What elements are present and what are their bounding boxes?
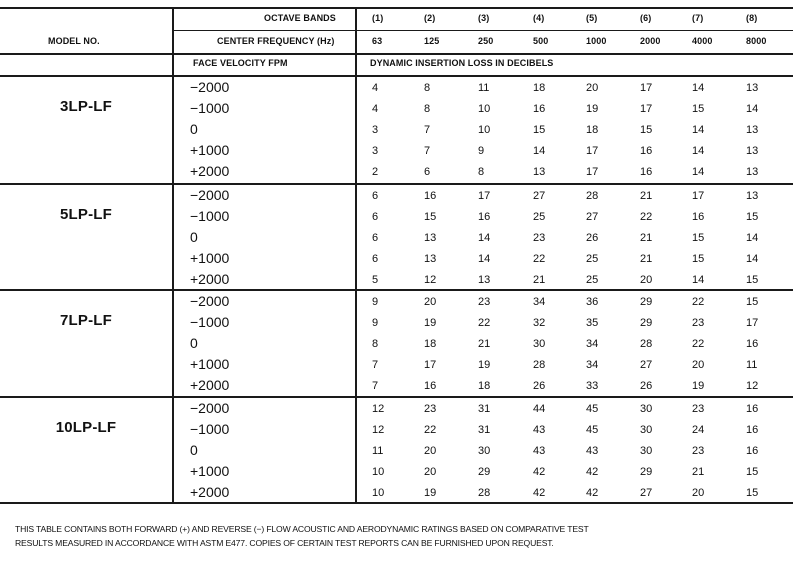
face-velocity-header: FACE VELOCITY FPM (193, 58, 288, 68)
insertion-loss-value: 16 (692, 211, 705, 223)
insertion-loss-value: 22 (533, 253, 546, 265)
insertion-loss-value: 34 (586, 359, 599, 371)
insertion-loss-value: 15 (746, 274, 759, 286)
center-frequency-value: 1000 (586, 36, 607, 46)
center-frequency-value: 500 (533, 36, 549, 46)
insertion-loss-value: 14 (692, 124, 705, 136)
insertion-loss-value: 45 (586, 403, 599, 415)
insertion-loss-value: 7 (424, 124, 431, 136)
insertion-loss-value: 29 (640, 296, 653, 308)
insertion-loss-value: 15 (746, 211, 759, 223)
insertion-loss-value: 21 (533, 274, 546, 286)
face-velocity-value: 0 (190, 229, 198, 245)
insertion-loss-value: 10 (478, 124, 491, 136)
face-velocity-value: 0 (190, 121, 198, 137)
insertion-loss-value: 14 (478, 232, 491, 244)
insertion-loss-value: 2 (372, 166, 379, 178)
insertion-loss-value: 6 (372, 190, 379, 202)
insertion-loss-value: 26 (640, 380, 653, 392)
rule-group-3 (0, 396, 793, 398)
insertion-loss-value: 9 (478, 145, 485, 157)
insertion-loss-value: 28 (640, 338, 653, 350)
insertion-loss-value: 20 (424, 445, 437, 457)
insertion-loss-value: 20 (692, 487, 705, 499)
insertion-loss-value: 3 (372, 145, 379, 157)
center-frequency-header: CENTER FREQUENCY (Hz) (217, 36, 335, 46)
insertion-loss-value: 21 (478, 338, 491, 350)
insertion-loss-value: 10 (372, 487, 385, 499)
insertion-loss-value: 6 (424, 166, 431, 178)
insertion-loss-value: 13 (746, 124, 759, 136)
insertion-loss-value: 22 (424, 424, 437, 436)
footnote-line-2: RESULTS MEASURED IN ACCORDANCE WITH ASTM E477. COPIES OF CERTAIN TEST REPORTS CAN BE FURNISHED UPON REQUEST. (15, 538, 554, 548)
insertion-loss-value: 14 (746, 103, 759, 115)
insertion-loss-value: 15 (424, 211, 437, 223)
insertion-loss-value: 17 (640, 103, 653, 115)
insertion-loss-value: 28 (533, 359, 546, 371)
insertion-loss-value: 28 (586, 190, 599, 202)
insertion-loss-value: 17 (478, 190, 491, 202)
insertion-loss-value: 27 (586, 211, 599, 223)
insertion-loss-value: 13 (424, 253, 437, 265)
insertion-loss-value: 15 (746, 466, 759, 478)
insertion-loss-value: 13 (533, 166, 546, 178)
insertion-loss-value: 16 (424, 380, 437, 392)
insertion-loss-value: 31 (478, 403, 491, 415)
insertion-loss-value: 9 (372, 296, 379, 308)
rule-header-3 (0, 75, 793, 77)
face-velocity-value: −1000 (190, 314, 230, 330)
insertion-loss-value: 16 (746, 424, 759, 436)
insertion-loss-value: 32 (533, 317, 546, 329)
insertion-loss-value: 3 (372, 124, 379, 136)
rule-header-1 (172, 30, 793, 31)
insertion-loss-value: 25 (586, 274, 599, 286)
face-velocity-value: −1000 (190, 421, 230, 437)
octave-band-label: (2) (424, 13, 436, 23)
insertion-loss-value: 21 (692, 466, 705, 478)
insertion-loss-value: 28 (478, 487, 491, 499)
face-velocity-value: +2000 (190, 271, 230, 287)
octave-band-label: (8) (746, 13, 758, 23)
face-velocity-value: +1000 (190, 142, 230, 158)
face-velocity-value: +1000 (190, 463, 230, 479)
insertion-loss-value: 19 (424, 317, 437, 329)
insertion-loss-value: 23 (692, 317, 705, 329)
insertion-loss-value: 42 (586, 487, 599, 499)
insertion-loss-value: 13 (478, 274, 491, 286)
center-frequency-value: 63 (372, 36, 383, 46)
model-name: 3LP-LF (59, 98, 113, 115)
octave-band-label: (6) (640, 13, 652, 23)
insertion-loss-value: 6 (372, 232, 379, 244)
insertion-loss-value: 21 (640, 232, 653, 244)
face-velocity-value: +1000 (190, 250, 230, 266)
insertion-loss-value: 11 (478, 82, 490, 94)
insertion-loss-value: 14 (692, 274, 705, 286)
face-velocity-value: −2000 (190, 187, 230, 203)
face-velocity-value: +1000 (190, 356, 230, 372)
insertion-loss-value: 15 (746, 487, 759, 499)
insertion-loss-header: DYNAMIC INSERTION LOSS IN DECIBELS (370, 58, 554, 68)
insertion-loss-value: 18 (478, 380, 491, 392)
face-velocity-value: +2000 (190, 163, 230, 179)
insertion-loss-value: 18 (586, 124, 599, 136)
insertion-loss-value: 10 (478, 103, 491, 115)
insertion-loss-value: 15 (746, 296, 759, 308)
model-name: 5LP-LF (59, 206, 113, 223)
insertion-loss-value: 13 (746, 190, 759, 202)
insertion-loss-value: 23 (692, 403, 705, 415)
insertion-loss-value: 9 (372, 317, 379, 329)
insertion-loss-value: 14 (746, 232, 759, 244)
insertion-loss-value: 14 (692, 82, 705, 94)
center-frequency-value: 2000 (640, 36, 661, 46)
insertion-loss-value: 29 (640, 317, 653, 329)
face-velocity-value: −2000 (190, 400, 230, 416)
rule-top (0, 7, 793, 9)
insertion-loss-value: 11 (372, 445, 384, 457)
insertion-loss-value: 20 (424, 296, 437, 308)
octave-band-label: (1) (372, 13, 384, 23)
insertion-loss-value: 16 (533, 103, 546, 115)
rule-group-2 (0, 289, 793, 291)
octave-band-label: (4) (533, 13, 545, 23)
insertion-loss-value: 6 (372, 253, 379, 265)
insertion-loss-value: 15 (692, 253, 705, 265)
octave-band-label: (7) (692, 13, 704, 23)
insertion-loss-value: 16 (640, 145, 653, 157)
insertion-loss-value: 16 (746, 403, 759, 415)
insertion-loss-value: 7 (372, 380, 379, 392)
insertion-loss-value: 16 (478, 211, 491, 223)
insertion-loss-value: 4 (372, 103, 379, 115)
insertion-loss-value: 7 (424, 145, 431, 157)
insertion-loss-value: 22 (478, 317, 491, 329)
insertion-loss-value: 35 (586, 317, 599, 329)
insertion-loss-value: 26 (533, 380, 546, 392)
insertion-loss-value: 10 (372, 466, 385, 478)
insertion-loss-value: 29 (640, 466, 653, 478)
insertion-loss-value: 27 (640, 487, 653, 499)
rule-header-2 (0, 53, 793, 55)
model-name: 10LP-LF (55, 419, 117, 436)
insertion-loss-value: 23 (692, 445, 705, 457)
insertion-loss-value: 18 (533, 82, 546, 94)
octave-bands-header: OCTAVE BANDS (264, 13, 336, 23)
insertion-loss-value: 8 (424, 103, 431, 115)
insertion-loss-value: 16 (640, 166, 653, 178)
face-velocity-value: +2000 (190, 484, 230, 500)
insertion-loss-value: 30 (533, 338, 546, 350)
insertion-loss-value: 12 (372, 403, 385, 415)
rule-col-velocity (355, 7, 357, 504)
rule-bottom (0, 502, 793, 504)
insertion-loss-value: 19 (478, 359, 491, 371)
insertion-loss-value: 15 (692, 103, 705, 115)
insertion-loss-value: 23 (424, 403, 437, 415)
insertion-loss-value: 19 (586, 103, 599, 115)
face-velocity-value: 0 (190, 335, 198, 351)
insertion-loss-value: 17 (640, 82, 653, 94)
insertion-loss-value: 15 (692, 232, 705, 244)
model-name: 7LP-LF (59, 312, 113, 329)
insertion-loss-value: 8 (424, 82, 431, 94)
insertion-loss-value: 17 (746, 317, 759, 329)
insertion-loss-value: 29 (478, 466, 491, 478)
insertion-loss-value: 16 (746, 445, 759, 457)
insertion-loss-value: 30 (478, 445, 491, 457)
model-no-header: MODEL NO. (48, 36, 100, 46)
insertion-loss-value: 25 (586, 253, 599, 265)
octave-band-label: (3) (478, 13, 490, 23)
insertion-loss-value: 27 (533, 190, 546, 202)
insertion-loss-value: 43 (586, 445, 599, 457)
insertion-loss-value: 43 (533, 445, 546, 457)
insertion-loss-value: 14 (478, 253, 491, 265)
insertion-loss-value: 12 (372, 424, 385, 436)
insertion-loss-value: 20 (586, 82, 599, 94)
insertion-loss-value: 15 (533, 124, 546, 136)
center-frequency-value: 125 (424, 36, 440, 46)
insertion-loss-value: 17 (424, 359, 437, 371)
insertion-loss-value: 19 (692, 380, 705, 392)
rule-group-1 (0, 183, 793, 185)
insertion-loss-value: 34 (533, 296, 546, 308)
insertion-loss-value: 20 (640, 274, 653, 286)
insertion-loss-value: 13 (424, 232, 437, 244)
insertion-loss-value: 14 (746, 253, 759, 265)
insertion-loss-value: 22 (692, 296, 705, 308)
insertion-loss-value: 42 (586, 466, 599, 478)
insertion-loss-value: 34 (586, 338, 599, 350)
insertion-loss-value: 16 (424, 190, 437, 202)
insertion-loss-value: 12 (424, 274, 437, 286)
insertion-loss-value: 24 (692, 424, 705, 436)
insertion-loss-value: 11 (746, 359, 758, 371)
rule-col-model (172, 7, 174, 504)
face-velocity-value: −1000 (190, 208, 230, 224)
face-velocity-value: 0 (190, 442, 198, 458)
insertion-loss-value: 42 (533, 487, 546, 499)
center-frequency-value: 8000 (746, 36, 767, 46)
insertion-loss-value: 8 (478, 166, 485, 178)
insertion-loss-value: 17 (586, 145, 599, 157)
insertion-loss-value: 14 (692, 145, 705, 157)
insertion-loss-value: 30 (640, 424, 653, 436)
insertion-loss-value: 43 (533, 424, 546, 436)
insertion-loss-value: 25 (533, 211, 546, 223)
insertion-loss-value: 22 (692, 338, 705, 350)
insertion-loss-value: 7 (372, 359, 379, 371)
face-velocity-value: −2000 (190, 293, 230, 309)
insertion-loss-value: 26 (586, 232, 599, 244)
face-velocity-value: +2000 (190, 377, 230, 393)
insertion-loss-value: 31 (478, 424, 491, 436)
center-frequency-value: 4000 (692, 36, 713, 46)
face-velocity-value: −1000 (190, 100, 230, 116)
insertion-loss-value: 30 (640, 403, 653, 415)
insertion-loss-value: 4 (372, 82, 379, 94)
insertion-loss-value: 23 (478, 296, 491, 308)
insertion-loss-value: 5 (372, 274, 379, 286)
insertion-loss-value: 13 (746, 166, 759, 178)
insertion-loss-value: 16 (746, 338, 759, 350)
insertion-loss-value: 27 (640, 359, 653, 371)
insertion-loss-value: 21 (640, 190, 653, 202)
face-velocity-value: −2000 (190, 79, 230, 95)
insertion-loss-value: 23 (533, 232, 546, 244)
insertion-loss-value: 33 (586, 380, 599, 392)
insertion-loss-value: 18 (424, 338, 437, 350)
insertion-loss-value: 13 (746, 82, 759, 94)
insertion-loss-value: 20 (692, 359, 705, 371)
insertion-loss-value: 8 (372, 338, 379, 350)
insertion-loss-value: 12 (746, 380, 759, 392)
insertion-loss-value: 21 (640, 253, 653, 265)
insertion-loss-value: 20 (424, 466, 437, 478)
insertion-loss-value: 45 (586, 424, 599, 436)
insertion-loss-value: 15 (640, 124, 653, 136)
insertion-loss-value: 19 (424, 487, 437, 499)
insertion-loss-value: 42 (533, 466, 546, 478)
insertion-loss-value: 36 (586, 296, 599, 308)
insertion-loss-value: 14 (692, 166, 705, 178)
footnote-line-1: THIS TABLE CONTAINS BOTH FORWARD (+) AND REVERSE (−) FLOW ACOUSTIC AND AERODYNAMIC RATINGS BASED ON COMPARATIVE TEST (15, 524, 589, 534)
insertion-loss-value: 6 (372, 211, 379, 223)
insertion-loss-value: 17 (692, 190, 705, 202)
insertion-loss-value: 44 (533, 403, 546, 415)
insertion-loss-value: 14 (533, 145, 546, 157)
octave-band-label: (5) (586, 13, 598, 23)
center-frequency-value: 250 (478, 36, 494, 46)
insertion-loss-value: 17 (586, 166, 599, 178)
insertion-loss-value: 22 (640, 211, 653, 223)
insertion-loss-value: 13 (746, 145, 759, 157)
insertion-loss-value: 30 (640, 445, 653, 457)
